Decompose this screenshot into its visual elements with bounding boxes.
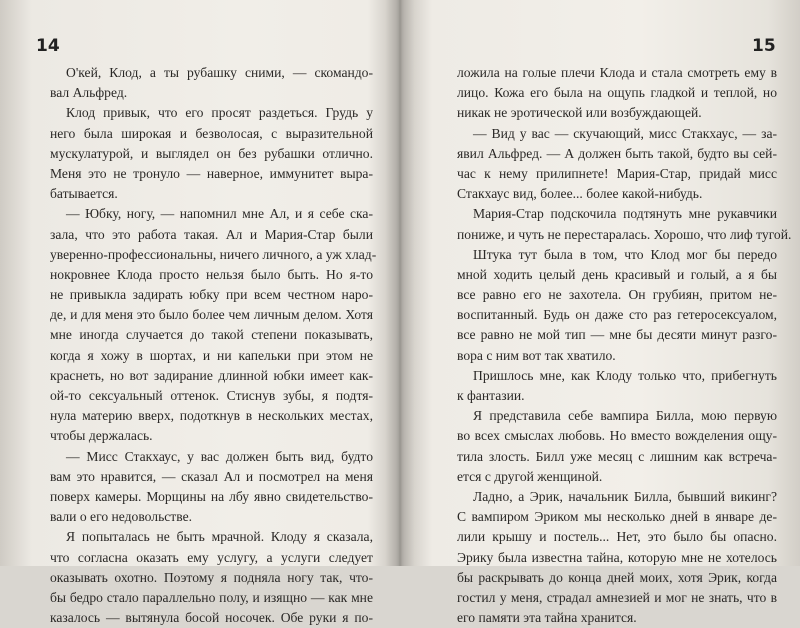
right-page-text: [457, 63, 792, 628]
text-line: казалось — вытянула босой носочек. Обе руки я по-: [50, 610, 373, 626]
text-line: бы раскрывать до конца дней моих, хотя Эрик, когда: [457, 569, 777, 585]
text-line: гостил у меня, страдал амнезией и мог не знать, что в: [457, 589, 777, 605]
text-line: его памяти эта тайна хранится.: [457, 610, 637, 626]
text-line: зала, что это работа такая. Ал и Мария-Стар были: [50, 226, 373, 242]
text-line: Я попыталась не быть мрачной. Клоду я сказала,: [66, 529, 373, 545]
text-line: ой-то сексуальный оттенок. Стиснув зубы, я подтя-: [50, 388, 373, 403]
text-line: лицо. Кожа его была на ощупь гладкой и теплой, но: [457, 85, 777, 101]
text-line: него была широкая и безволосая, с выразительной: [50, 125, 373, 141]
text-line: нокровнее Клода просто нельзя было быть. Но я-то: [50, 266, 373, 282]
text-line: поверх камеры. Морщины на лбу явно свидетельство-: [50, 488, 373, 504]
text-line: ется с другой женщиной.: [457, 468, 603, 484]
text-line: бы бедро стало параллельно полу, и изящно — как мне: [50, 589, 373, 605]
text-line: батывается.: [50, 186, 118, 202]
text-line: Ладно, а Эрик, начальник Билла, бывший викинг?: [473, 488, 777, 504]
text-line: — Мисс Стакхаус, у вас должен быть вид, будто: [66, 448, 373, 464]
text-line: Штука тут была в том, что Клод мог бы передо: [473, 246, 777, 262]
text-line: вал Альфред.: [50, 85, 128, 101]
text-line: вора с ним вот так хватило.: [457, 347, 616, 363]
text-line: чтобы держалась.: [50, 428, 153, 444]
text-line: Меня это не тронуло — наверное, иммунитет выра-: [50, 165, 373, 181]
text-line: нула материю вверх, подоткнув в нескольких местах,: [50, 408, 373, 424]
right-page: [400, 0, 800, 626]
page-number-right: 15: [752, 36, 776, 56]
text-line: все равно не мой тип — мне бы десяти минут разго-: [457, 327, 777, 343]
left-page-text: [50, 63, 377, 628]
text-line: краснеть, но вот задирание длинной юбки имеет как-: [50, 367, 373, 383]
text-line: явил Альфред. — А должен быть такой, будто вы сей-: [457, 145, 777, 161]
text-line: мной ходить целый день красивый и голый, а я бы: [457, 266, 777, 282]
text-line: Я представила себе вампира Билла, мою первую: [473, 408, 777, 424]
text-line: С вампиром Эриком мы несколько дней в январе де-: [457, 509, 777, 525]
text-line: Стакхаус вид, более... более какой-нибудь.: [457, 186, 703, 202]
text-line: час к нему прилипнете! Мария-Стар, придай мисс: [457, 165, 777, 181]
text-line: лили крышу и постель... Нет, это было бы опасно.: [457, 529, 777, 545]
text-line: Клод привык, что его просят раздеться. Грудь у: [66, 105, 373, 121]
text-line: тила злость. Билл уже месяц с лишним как встреча-: [457, 448, 777, 464]
text-line: когда я хожу в шортах, и ни капельки при этом не: [50, 347, 373, 363]
text-line: все равно его не захотела. Он грубиян, притом не-: [457, 287, 777, 303]
text-line: вам это нравится, — сказал Ал и посмотрел на меня: [50, 468, 373, 484]
text-line: О'кей, Клод, а ты рубашку сними, — скомандо-: [66, 65, 373, 80]
text-line: никак не эротической или возбуждающей.: [457, 105, 702, 121]
text-line: ложила на голые плечи Клода и стала смотреть ему в: [457, 65, 777, 80]
text-line: что согласна оказать ему услугу, а услуги следует: [50, 549, 373, 565]
text-line: во всех смыслах любовь. Но вместо вожделения ощу-: [457, 428, 777, 444]
text-line: уверенно-профессиональны, ничего личного, а уж хлад-: [50, 246, 377, 262]
text-line: не привыкла задирать юбку при всем честном наро-: [50, 287, 373, 303]
text-line: де, и для меня это было более чем личным делом. Хотя: [50, 307, 373, 323]
text-line: мускулатурой, и выглядел он без рубашки отлично.: [50, 145, 373, 161]
text-line: оказывать охотно. Поэтому я подняла ногу так, что-: [50, 569, 373, 585]
left-page: [0, 0, 400, 626]
text-line: Эрику была известна тайна, которую мне не хотелось: [457, 549, 777, 565]
text-line: вали о его недовольстве.: [50, 509, 193, 525]
text-line: Пришлось мне, как Клоду только что, прибегнуть: [473, 367, 777, 383]
text-line: к фантазии.: [457, 388, 525, 403]
text-line: Мария-Стар подскочила подтянуть мне рукавчики: [473, 206, 777, 222]
text-line: пониже, и чуть не перестаралась. Хорошо, что лиф тугой.: [457, 226, 792, 242]
text-line: — Вид у вас — скучающий, мисс Стакхаус, — за-: [473, 125, 777, 141]
text-line: воспитанный. Будь он даже сто раз гетеросексуалом,: [457, 307, 777, 323]
text-line: мне иногда случается до такой степени показывать,: [50, 327, 373, 343]
text-line: — Юбку, ногу, — напомнил мне Ал, и я себе ска-: [66, 206, 373, 222]
page-number-left: 14: [36, 36, 60, 56]
